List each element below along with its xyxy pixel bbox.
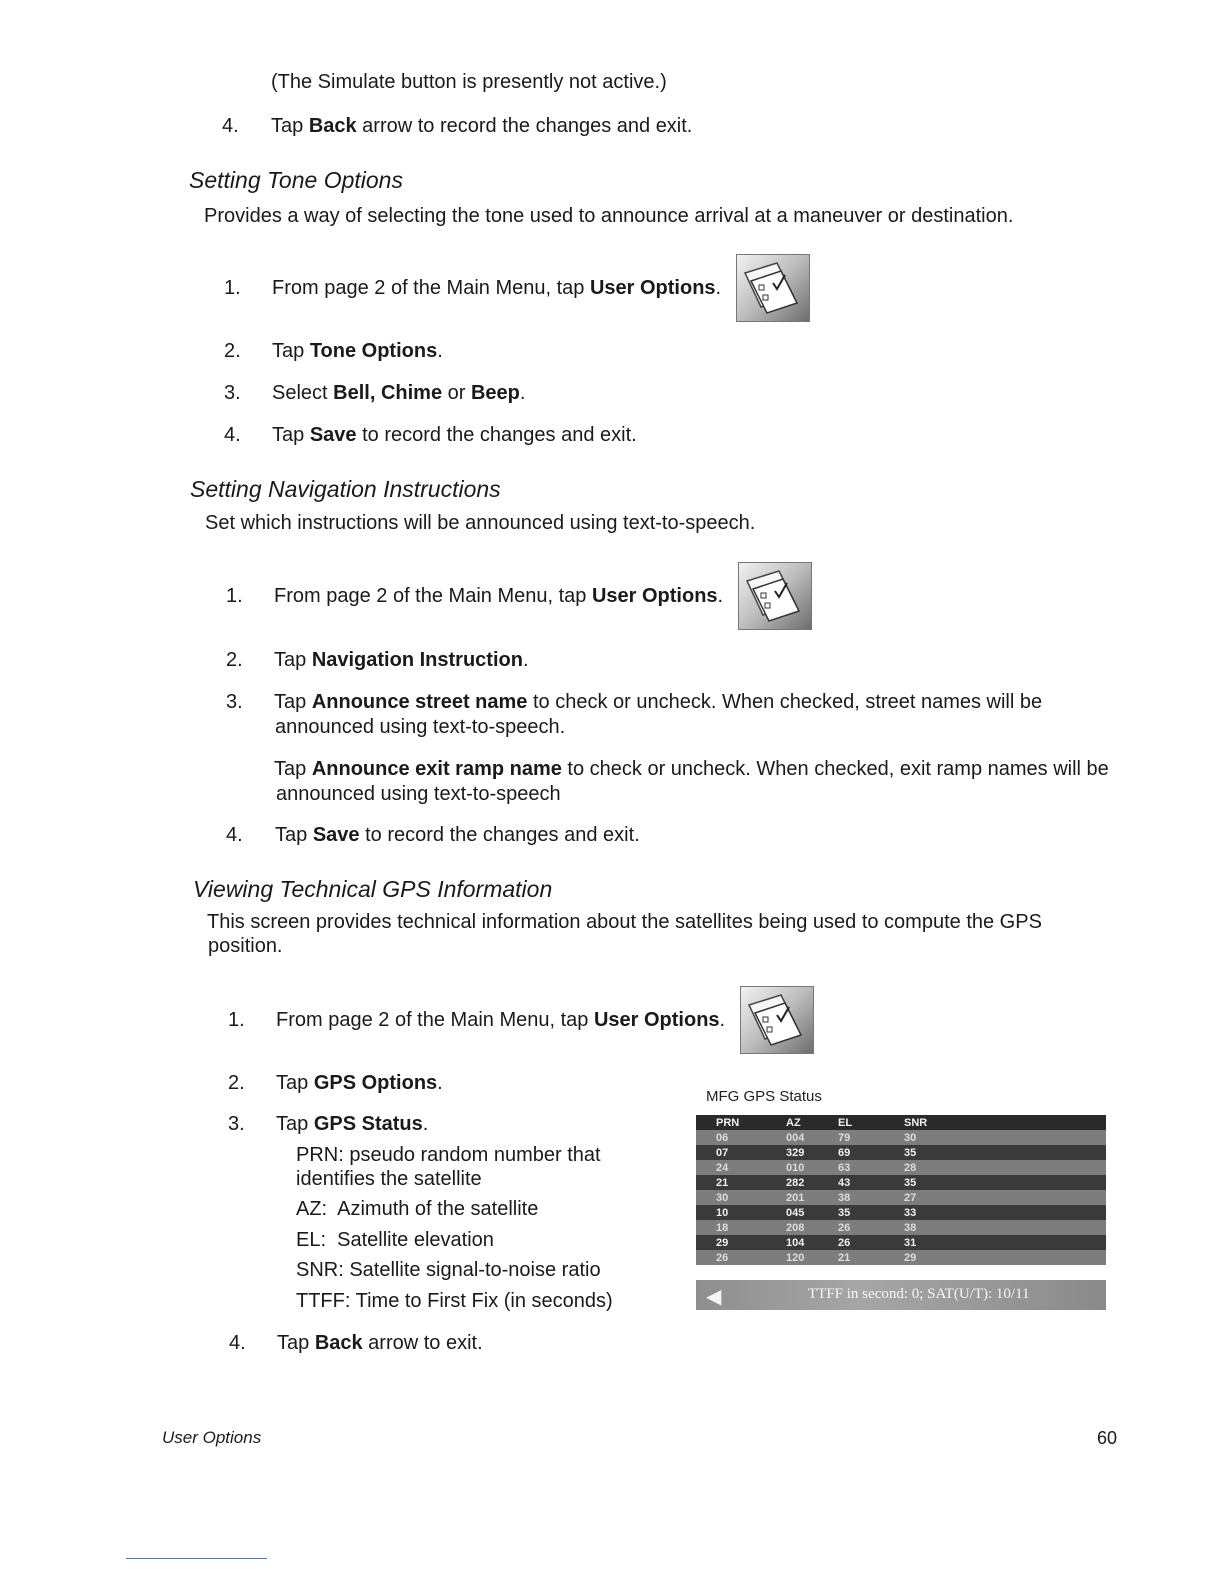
step-number: 1.	[224, 277, 241, 299]
cell-snr: 29	[904, 1251, 917, 1264]
table-row	[696, 1160, 1106, 1175]
table-row	[696, 1175, 1106, 1190]
step-number: 4.	[224, 424, 241, 446]
definition-az: AZ: Azimuth of the satellite	[296, 1198, 539, 1220]
cell-az: 010	[786, 1161, 805, 1174]
cell-el: 21	[838, 1251, 851, 1264]
tone-heading: Setting Tone Options	[189, 167, 403, 193]
nav-step-1: From page 2 of the Main Menu, tap User Options.	[274, 585, 724, 607]
cell-snr: 31	[904, 1236, 917, 1249]
cell-az: 045	[786, 1206, 805, 1219]
step-number: 3.	[226, 691, 243, 713]
table-header-row	[696, 1115, 1106, 1130]
back-arrow-icon[interactable]: ◀	[706, 1286, 722, 1308]
cell-prn: 06	[716, 1131, 729, 1144]
tone-step-2: Tap Tone Options.	[272, 340, 443, 362]
cell-az: 201	[786, 1191, 805, 1204]
cell-snr: 33	[904, 1206, 917, 1219]
tone-step-1: From page 2 of the Main Menu, tap User Options.	[272, 277, 722, 299]
ttff-status: TTFF in second: 0; SAT(U/T): 10/11	[808, 1286, 1030, 1302]
definition-prn: PRN: pseudo random number that	[296, 1144, 601, 1166]
cell-el: 79	[838, 1131, 851, 1144]
cell-prn: 26	[716, 1251, 729, 1264]
cell-snr: 30	[904, 1131, 917, 1144]
gps-status-screenshot	[696, 1080, 1106, 1310]
nav-heading: Setting Navigation Instructions	[190, 476, 501, 502]
definition-ttff: TTFF: Time to First Fix (in seconds)	[296, 1290, 613, 1312]
column-header-el: EL	[838, 1116, 853, 1129]
table-row	[696, 1130, 1106, 1145]
cell-el: 26	[838, 1221, 851, 1234]
gps-screen-title: MFG GPS Status	[706, 1088, 822, 1105]
cell-snr: 27	[904, 1191, 917, 1204]
column-header-snr: SNR	[904, 1116, 928, 1129]
gps-step-2: Tap GPS Options.	[276, 1072, 443, 1094]
footer-section-name: User Options	[162, 1428, 262, 1447]
cell-snr: 35	[904, 1176, 917, 1189]
gps-description-line2: position.	[208, 935, 283, 957]
divider	[126, 1558, 267, 1559]
cell-prn: 10	[716, 1206, 729, 1219]
cell-el: 69	[838, 1146, 851, 1159]
cell-prn: 07	[716, 1146, 729, 1159]
table-row	[696, 1205, 1106, 1220]
cell-az: 120	[786, 1251, 805, 1264]
table-row	[696, 1190, 1106, 1205]
cell-prn: 21	[716, 1176, 729, 1189]
definition-prn-continued: identifies the satellite	[296, 1168, 482, 1190]
user-options-icon	[740, 986, 814, 1054]
step-number: 3.	[228, 1113, 245, 1135]
column-header-az: AZ	[786, 1116, 801, 1129]
step-number: 4.	[229, 1332, 246, 1354]
step-number: 3.	[224, 382, 241, 404]
user-options-icon	[736, 254, 810, 322]
tone-description: Provides a way of selecting the tone used to announce arrival at a maneuver or destination.	[204, 205, 1014, 227]
cell-az: 208	[786, 1221, 805, 1234]
cell-snr: 38	[904, 1221, 917, 1234]
step-number: 2.	[226, 649, 243, 671]
gps-step-1: From page 2 of the Main Menu, tap User Options.	[276, 1009, 726, 1031]
cell-el: 35	[838, 1206, 851, 1219]
cell-az: 282	[786, 1176, 805, 1189]
nav-step-3b-continued: announced using text-to-speech	[276, 783, 561, 805]
cell-el: 38	[838, 1191, 851, 1204]
column-header-prn: PRN	[716, 1116, 740, 1129]
definition-snr: SNR: Satellite signal-to-noise ratio	[296, 1259, 601, 1281]
cell-prn: 29	[716, 1236, 729, 1249]
cell-az: 104	[786, 1236, 805, 1249]
table-row	[696, 1250, 1106, 1265]
step-number: 2.	[224, 340, 241, 362]
cell-el: 43	[838, 1176, 851, 1189]
table-row	[696, 1220, 1106, 1235]
cell-prn: 18	[716, 1221, 729, 1234]
gps-step-3: Tap GPS Status.	[276, 1113, 429, 1135]
step-number: 4.	[226, 824, 243, 846]
cell-snr: 28	[904, 1161, 917, 1174]
nav-step-3b: Tap Announce exit ramp name to check or uncheck. When checked, exit ramp names will be	[274, 758, 1109, 780]
gps-heading: Viewing Technical GPS Information	[193, 876, 553, 902]
intro-step-4: Tap Back arrow to record the changes and exit.	[271, 115, 693, 137]
gps-footer-bar	[696, 1280, 1106, 1310]
page-number: 60	[1097, 1428, 1118, 1448]
tone-step-3: Select Bell, Chime or Beep.	[272, 382, 526, 404]
step-number: 2.	[228, 1072, 245, 1094]
nav-description: Set which instructions will be announced using text-to-speech.	[205, 512, 756, 534]
definition-el: EL: Satellite elevation	[296, 1229, 494, 1251]
step-number: 1.	[228, 1009, 245, 1031]
user-options-icon	[738, 562, 812, 630]
simulate-note: (The Simulate button is presently not active.)	[271, 71, 667, 93]
nav-step-2: Tap Navigation Instruction.	[274, 649, 529, 671]
step-number: 4.	[222, 115, 239, 137]
nav-step-3: Tap Announce street name to check or uncheck. When checked, street names will be	[274, 691, 1043, 713]
table-row	[696, 1145, 1106, 1160]
cell-prn: 30	[716, 1191, 729, 1204]
nav-step-4: Tap Save to record the changes and exit.	[275, 824, 640, 846]
nav-step-3-continued: announced using text-to-speech.	[275, 716, 566, 738]
cell-snr: 35	[904, 1146, 917, 1159]
table-row	[696, 1235, 1106, 1250]
cell-el: 26	[838, 1236, 851, 1249]
gps-step-4: Tap Back arrow to exit.	[277, 1332, 483, 1354]
tone-step-4: Tap Save to record the changes and exit.	[272, 424, 637, 446]
gps-satellite-table	[696, 1115, 1106, 1265]
gps-description-line1: This screen provides technical information about the satellites being used to compute the GPS	[207, 911, 1042, 933]
step-number: 1.	[226, 585, 243, 607]
cell-prn: 24	[716, 1161, 729, 1174]
cell-el: 63	[838, 1161, 851, 1174]
cell-az: 329	[786, 1146, 805, 1159]
cell-az: 004	[786, 1131, 805, 1144]
